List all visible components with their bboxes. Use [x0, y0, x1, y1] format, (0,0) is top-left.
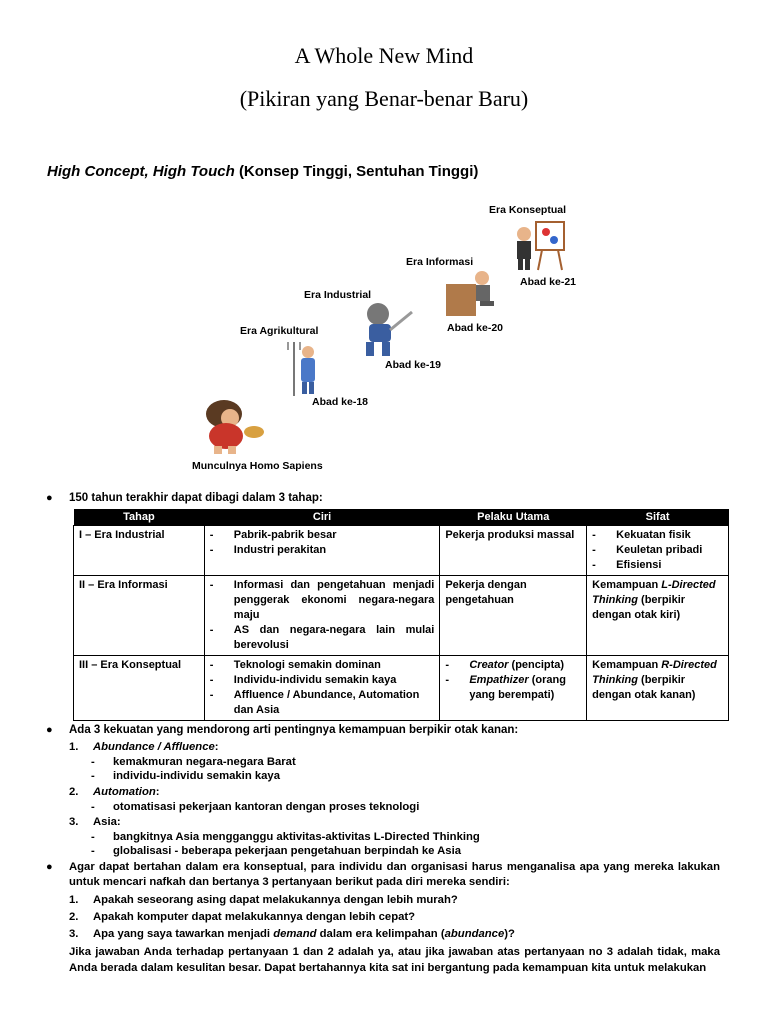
force-item: otomatisasi pekerjaan kantoran dengan proses teknologi: [113, 801, 420, 813]
era-agrikultural-label: Era Agrikultural: [240, 325, 319, 337]
pelaku-italic: Empathizer: [469, 674, 529, 686]
cell-tahap: III – Era Konseptual: [74, 656, 205, 721]
abad-19-label: Abad ke-19: [385, 359, 442, 371]
header-tahap: Tahap: [74, 509, 205, 526]
era-industrial-label: Era Industrial: [304, 289, 372, 301]
dash: -: [91, 801, 95, 813]
table-row: [74, 526, 729, 576]
industrial-worker-figure: [360, 302, 414, 358]
ciri-item: Individu-individu semakin kaya: [233, 674, 397, 686]
era-konseptual-label: Era Konseptual: [489, 204, 567, 216]
ciri-item: Informasi dan pengetahuan menjadi penggerak ekonomi negara-negara maju: [233, 579, 435, 621]
question-text: Apakah komputer dapat melakukannya dengan lebih cepat?: [93, 911, 416, 923]
force-label: [93, 786, 160, 798]
bullet-dot: ●: [46, 861, 53, 873]
question-text: [93, 928, 515, 940]
dash: -: [91, 756, 95, 768]
sifat-item: Efisiensi: [616, 559, 662, 571]
force-item: bangkitnya Asia mengganggu aktivitas-aktivitas L-Directed Thinking: [113, 831, 480, 843]
force-item: individu-individu semakin kaya: [113, 770, 280, 782]
bullet-1-text: 150 tahun terakhir dapat dibagi dalam 3 tahap:: [69, 492, 323, 504]
question-number: 2.: [69, 911, 79, 923]
dash: -: [91, 845, 95, 857]
pelaku-text: (orang yang berempati): [469, 674, 566, 701]
force-item: globalisasi - beberapa pekerjaan pengetahuan berpindah ke Asia: [113, 845, 462, 857]
force-label-suffix: :: [214, 741, 219, 753]
cell-tahap: II – Era Informasi: [74, 576, 205, 656]
q-italic: abundance: [444, 928, 505, 940]
header-pelaku: Pelaku Utama: [440, 509, 587, 526]
table-header-row: [74, 509, 729, 526]
dash: -: [91, 770, 95, 782]
bullet-dot: ●: [46, 724, 53, 736]
section-heading-normal: (Konsep Tinggi, Sentuhan Tinggi): [238, 163, 479, 180]
ciri-item: Pabrik-pabrik besar: [233, 529, 337, 541]
ciri-item: AS dan negara-negara lain mulai berevolusi: [233, 624, 435, 651]
cell-ciri: - Pabrik-pabrik besar - Industri perakitan: [204, 526, 440, 576]
sifat-text: Kemampuan: [592, 659, 662, 671]
cell-ciri: - Teknologi semakin dominan - Individu-individu semakin kaya - Affluence / Abundance, Automation dan Asia: [204, 656, 440, 721]
q-text: dalam era kelimpahan (: [316, 928, 445, 940]
artist-figure: [508, 220, 566, 272]
force-label-italic: Automation: [93, 786, 156, 798]
force-number: 1.: [69, 741, 79, 753]
abad-21-label: Abad ke-21: [520, 276, 577, 288]
header-ciri: Ciri: [204, 509, 440, 526]
abad-20-label: Abad ke-20: [447, 322, 504, 334]
ciri-item: Affluence / Abundance, Automation dan Asia: [233, 689, 420, 716]
bullet-2-text: Ada 3 kekuatan yang mendorong arti pentingnya kemampuan berpikir otak kanan:: [69, 724, 519, 736]
doc-title: A Whole New Mind: [294, 43, 474, 68]
dash: -: [91, 831, 95, 843]
table-row: [74, 656, 729, 721]
sifat-item: Kekuatan fisik: [616, 529, 691, 541]
cell-pelaku: - Creator (pencipta) - Empathizer (orang yang berempati): [440, 656, 587, 721]
homo-sapiens-label: Munculnya Homo Sapiens: [192, 460, 323, 472]
sifat-item: Keuletan pribadi: [616, 544, 703, 556]
sifat-text: (berpikir dengan otak kanan): [592, 674, 696, 701]
q-text: Apa yang saya tawarkan menjadi: [93, 928, 274, 940]
cell-pelaku: Pekerja dengan pengetahuan: [440, 576, 587, 656]
era-informasi-label: Era Informasi: [406, 256, 474, 268]
ciri-item: Industri perakitan: [233, 544, 327, 556]
bullet-dot: ●: [46, 492, 53, 504]
abad-18-label: Abad ke-18: [312, 396, 369, 408]
q-text: )?: [504, 928, 515, 940]
header-sifat: Sifat: [587, 509, 729, 526]
cell-pelaku: Pekerja produksi massal: [440, 526, 587, 576]
force-number: 3.: [69, 816, 79, 828]
force-label: [93, 741, 219, 753]
force-label-italic: Abundance / Affluence: [93, 741, 215, 753]
cell-sifat: - Kekuatan fisik - Keuletan pribadi - Efisiensi: [587, 526, 729, 576]
pelaku-text: (pencipta): [508, 659, 565, 671]
cell-sifat: [587, 576, 729, 656]
force-item: kemakmuran negara-negara Barat: [113, 756, 296, 768]
cell-sifat: [587, 656, 729, 721]
pelaku-italic: Creator: [469, 659, 509, 671]
closing-paragraph: Jika jawaban Anda terhadap pertanyaan 1 dan 2 adalah ya, atau jika jawaban atas pertanyaan no 3 adalah tidak, maka Anda berada dalam kesulitan besar. Dapat bertahannya kita sat ini bergantung pada kemampuan kita untuk melakukan: [69, 946, 720, 974]
section-heading: [47, 163, 478, 180]
office-worker-figure: [444, 268, 498, 318]
sifat-text: (berpikir dengan otak kiri): [592, 594, 686, 621]
ciri-item: Teknologi semakin dominan: [233, 659, 381, 671]
doc-subtitle: (Pikiran yang Benar-benar Baru): [239, 86, 529, 111]
caveman-figure: [196, 398, 268, 456]
era-table: [73, 509, 729, 721]
sifat-text: Kemampuan: [592, 579, 662, 591]
table-row: [74, 576, 729, 656]
cell-tahap: I – Era Industrial: [74, 526, 205, 576]
sifat-italic: L-Directed Thinking: [592, 579, 716, 606]
force-label-suffix: :: [155, 786, 160, 798]
cell-ciri: - Informasi dan pengetahuan menjadi penggerak ekonomi negara-negara maju - AS dan negara-negara lain mulai berevolusi: [204, 576, 440, 656]
bullet-3-text: Agar dapat bertahan dalam era konseptual, para individu dan organisasi harus menganalisa apa yang mereka lakukan untuk mencari nafkah dan bertanya 3 pertanyaan berikut pada diri mereka sendiri:: [69, 861, 720, 888]
q-italic: demand: [273, 928, 317, 940]
force-label: Asia:: [93, 816, 121, 828]
section-heading-italic: High Concept, High Touch: [47, 163, 235, 180]
force-number: 2.: [69, 786, 79, 798]
question-number: 1.: [69, 894, 79, 906]
question-text: Apakah seseorang asing dapat melakukannya dengan lebih murah?: [93, 894, 458, 906]
sifat-italic: R-Directed Thinking: [592, 659, 717, 686]
farmer-figure: [284, 340, 324, 398]
question-number: 3.: [69, 928, 79, 940]
